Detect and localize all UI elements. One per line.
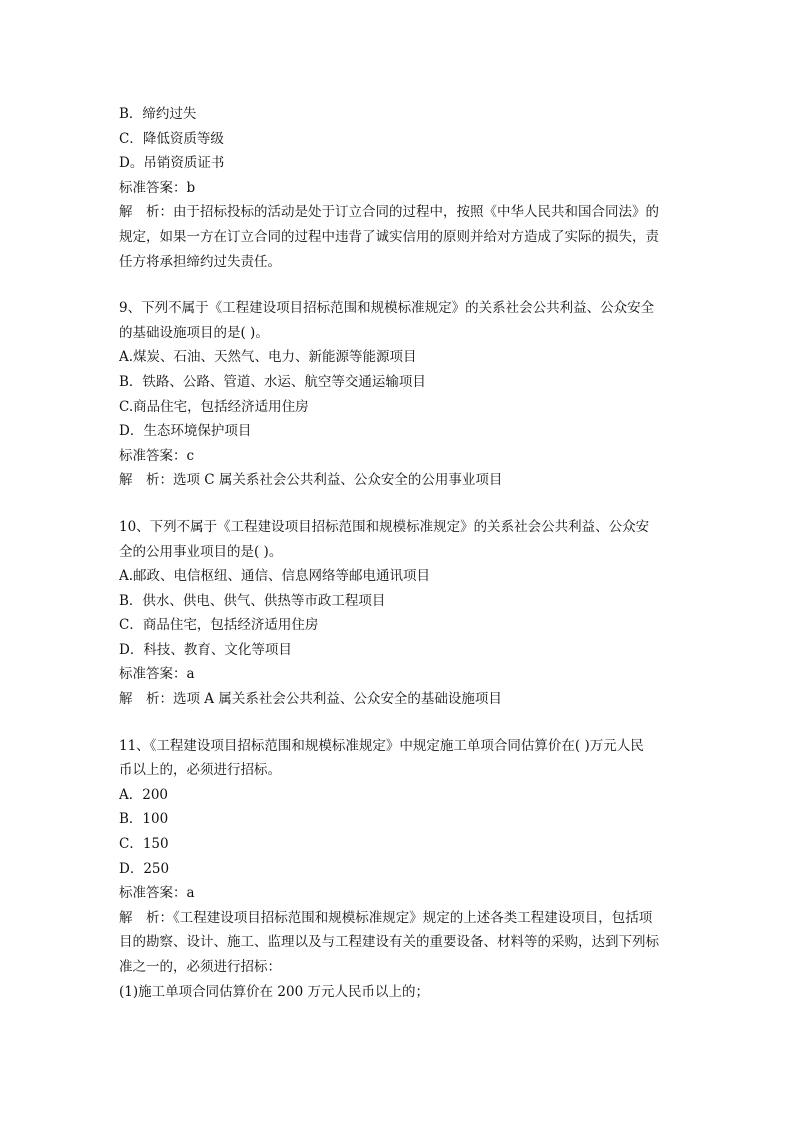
analysis-line: (1)施工单项合同估算价在 200 万元人民币以上的； — [119, 983, 429, 1000]
analysis-line: 规定，如果一方在订立合同的过程中违背了诚实信用的原则并给对方造成了实际的损失，责 — [119, 228, 659, 245]
option-b: B．铁路、公路、管道、水运、航空等交通运输项目 — [119, 373, 426, 390]
standard-answer: 标准答案：a — [119, 666, 195, 683]
question-text: 10、下列不属于《工程建设项目招标范围和规模标准规定》的关系社会公共利益、公众安 — [119, 518, 650, 535]
question-9 — [119, 296, 679, 493]
option-b: B．缔约过失 — [119, 106, 197, 122]
block-gap — [119, 493, 679, 515]
option-c: C．降低资质等级 — [119, 130, 224, 147]
analysis-line: 任方将承担缔约过失责任。 — [119, 253, 281, 270]
question-text: 的基础设施项目的是( )。 — [119, 324, 269, 341]
standard-answer: 标准答案：a — [119, 885, 195, 902]
analysis-line: 目的勘察、设计、施工、监理以及与工程建设有关的重要设备、材料等的采购，达到下列标 — [119, 934, 659, 951]
option-b: B．100 — [119, 811, 169, 828]
option-c: C．商品住宅，包括经济适用住房 — [119, 617, 319, 634]
option-d: D．科技、教育、文化等项目 — [119, 641, 292, 658]
option-c: C．150 — [119, 836, 169, 853]
standard-answer: 标准答案：b — [119, 179, 196, 196]
option-a: A.邮政、电信枢纽、通信、信息网络等邮电通讯项目 — [119, 568, 431, 585]
option-a: A.煤炭、石油、天然气、电力、新能源等能源项目 — [119, 349, 417, 366]
question-text: 11、《工程建设项目招标范围和规模标准规定》中规定施工单项合同估算价在( )万元人民 — [119, 737, 644, 754]
question-11 — [119, 734, 679, 1005]
analysis-line: 解 析：由于招标投标的活动是处于订立合同的过程中，按照《中华人民共和国合同法》的 — [119, 204, 659, 221]
analysis-line: 解 析：选项 C 属关系社会公共利益、公众安全的公用事业项目 — [119, 472, 503, 489]
option-c: C.商品住宅，包括经济适用住房 — [119, 398, 309, 415]
analysis-line: 解 析：选项 A 属关系社会公共利益、公众安全的基础设施项目 — [119, 691, 502, 708]
option-b: B．供水、供电、供气、供热等市政工程项目 — [119, 592, 386, 609]
option-a: A．200 — [119, 786, 169, 803]
question-10 — [119, 515, 679, 712]
block-0 — [119, 102, 679, 274]
question-text: 9、下列不属于《工程建设项目招标范围和规模标准规定》的关系社会公共利益、公众安全 — [119, 300, 655, 317]
standard-answer: 标准答案：c — [119, 447, 195, 464]
block-gap — [119, 274, 679, 296]
document-page — [119, 102, 679, 1004]
analysis-line: 准之一的，必须进行招标： — [119, 959, 281, 975]
question-text: 全的公用事业项目的是( )。 — [119, 543, 283, 560]
block-gap — [119, 712, 679, 734]
option-d: D．250 — [119, 860, 170, 877]
option-d: D．生态环境保护项目 — [119, 423, 252, 440]
analysis-line: 解 析：《工程建设项目招标范围和规模标准规定》规定的上述各类工程建设项目，包括项 — [119, 909, 653, 926]
option-d: D。吊销资质证书 — [119, 155, 225, 172]
question-text: 币以上的，必须进行招标。 — [119, 762, 281, 779]
